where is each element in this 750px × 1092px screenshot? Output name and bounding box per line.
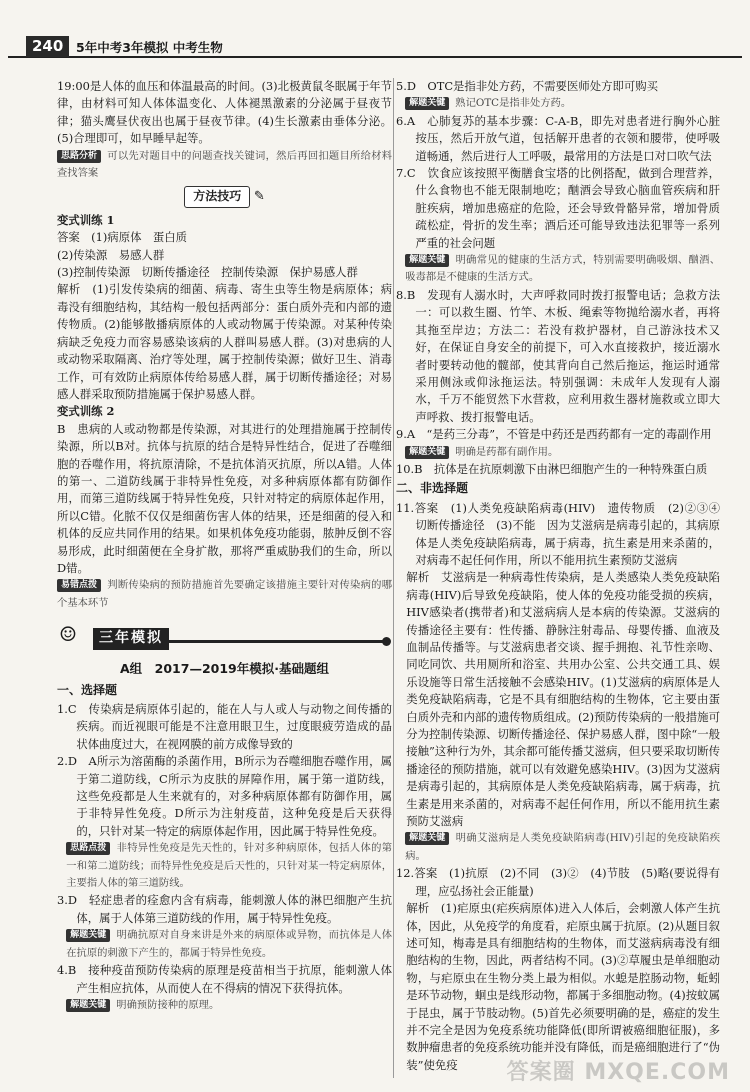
note-tag: 易错点拨: [57, 579, 101, 592]
question-4: 4.B 接种疫苗预防传染病的原理是疫苗相当于抗原，能刺激人体产生相应抗体，从而使人在不得病的情况下获得抗体。: [57, 963, 392, 995]
question-3: 3.D 轻症患者的痊愈内含有病毒，能刺激人体的淋巴细胞产生抗体，属于人体第三道防线的作用，属于特异性免疫。: [57, 893, 392, 925]
question-2: 2.D A所示为溶菌酶的杀菌作用，B所示为吞噬细胞吞噬作用，属于第二道防线，C所示为皮肤的屏障作用，属于第一道防线，这些免疫都是人生来就有的，对多种病原体都有防御作用，属于非特异性免疫。D所示为注射疫苗，这种免疫是后天获得的，只针对某一特定的病原体起作用，因此属于特异性免疫。: [57, 754, 392, 838]
variant1-answer-2: (2)传染源 易感人群: [57, 247, 165, 262]
note-tag: 解题关键: [66, 929, 110, 942]
question-11-note: [396, 830, 720, 865]
page-number: 240: [26, 36, 69, 57]
mascot-icon: ☺: [59, 622, 77, 647]
note-tag: 解题关键: [405, 97, 449, 110]
section-title: 一、选择题: [57, 682, 118, 697]
question-11-analysis: 解析 艾滋病是一种病毒性传染病，是人类感染人类免疫缺陷病毒(HIV)后导致免疫缺陷，使人体的免疫功能受损的疾病，HIV感染者(携带者)和艾滋病病人是本病的传染源。艾滋病的传播途径主要有：性传播、静脉注射毒品、母婴传播、血液及血制品传播等。与艾滋病患者交谈、握手拥抱、礼节性亲吻、同吃同饮、共用厕所和浴室、共用办公室、公共交通工具、娱乐设施等日常生活接触不会感染HIV。(1)艾滋病的病原体是人类免疫缺陷病毒，它是不具有细胞结构的生物体，它主要由蛋白质外壳和内部的遗传物质组成。(2)预防传染病的一般措施可分为控制传染源、切断传播途径、保护易感人群，图中除“一般接触”这种行为外，其余都可能传播艾滋病，但只要采取切断传播途径的预防措施，就可以有效避免感染HIV。(3)因为艾滋病是病毒引起的，其病原体是人类免疫缺陷病毒，属于病毒，抗生素是用来杀菌的，对病毒不起任何作用，所以不能用抗生素预防艾滋病: [406, 570, 720, 829]
question-4-note: [57, 997, 392, 1014]
note-text: 熟记OTC是指非处方药。: [455, 97, 572, 110]
note-tag: 解题关键: [66, 999, 110, 1012]
question-9: 9.A “是药三分毒”，不管是中药还是西药都有一定的毒副作用: [396, 427, 712, 442]
group-title: A组 2017—2019年模拟·基础题组: [119, 661, 329, 677]
question-12-analysis: 解析 (1)疟原虫(疟疾病原体)进入人体后，会刺激人体产生抗体，因此，从免疫学的角度看，疟原虫属于抗原。(2)从题目叙述可知，梅毒是具有细胞结构的生物体，而艾滋病病毒没有细胞结构的生物，因此，两者结构不同。(3)②草履虫是单细胞动物，与疟原虫在生物分类上最为相似。水螅是腔肠动物，蚯蚓是环节动物，蛔虫是线形动物，都属于多细胞动物。(4)按蚊属于昆虫，属于节肢动物。(5)首先必须要明确的是，癌症的发生并不完全是因为免疫系统功能降低(即所谓被癌细胞征服)，多数肿瘤患者的免疫系统功能并没有降低，而是癌细胞进行了“伪装”使免疫: [406, 901, 720, 1072]
question-7-note: [396, 252, 720, 287]
note-tag: 思路分析: [57, 150, 101, 163]
right-column: [396, 78, 732, 1082]
keypoint-note: [57, 577, 392, 612]
question-7: 7.C 饮食应该按照平衡膳食宝塔的比例搭配，做到合理营养，什么食物也不能无限制地吃；酗酒会导致心脑血管疾病和肝脏疾病，增加患癌症的危险，还会导致骨骼异常，增加骨质疏松症，骨折的发生率；酒后还可能导致违法犯罪等一系列严重的社会问题: [396, 166, 720, 250]
intro-paragraph: 19:00是人体的血压和体温最高的时间。(3)北极黄鼠冬眠属于年节律，由材料可知人体体温变化、人体褪黑激素的分泌属于昼夜节律；猫头鹰昼伏夜出也属于昼夜节律。(4)生长激素由垂体分泌。(5)合理即可，如早睡早起等。: [57, 79, 392, 146]
wrench-icon: ✎: [253, 189, 265, 205]
variant1-analysis: 解析 (1)引发传染病的细菌、病毒、寄生虫等生物是病原体；病毒没有细胞结构，其结构一般包括两部分：蛋白质外壳和内部的遗传物质。(2)能够散播病原体的人或动物属于传染源。对某种传染病缺乏免疫力而容易感染该病的人群叫易感人群。(3)对患病的人或动物采取隔离、治疗等处理，属于控制传染源；做好卫生、消毒工作，可有效防止病原体传给易感人群，属于切断传播途径；对易感人群采取预防措施属于保护易感人群。: [57, 282, 392, 401]
note-text: 明确预防接种的原理。: [116, 998, 220, 1011]
question-5: 5.D OTC是指非处方药，不需要医师处方即可购买: [396, 79, 659, 93]
method-section: [57, 186, 392, 207]
method-badge: 方法技巧: [184, 186, 250, 207]
note-text: 明确抗原对自身来讲是外来的病原体或异物，而抗体是人体在抗原的刺激下产生的，都属于特异性免疫。: [66, 929, 392, 959]
note-text: 判断传染病的预防措施首先要确定该措施主要针对传染病的哪个基本环节: [57, 579, 392, 609]
three-year-banner: [57, 622, 392, 654]
question-2-note: [57, 840, 392, 892]
note-text: 可以先对题目中的问题查找关键词，然后再回扣题目所给材料查找答案: [57, 149, 392, 180]
analysis-note: [57, 148, 392, 183]
column-divider: [393, 78, 394, 1078]
banner-label: 三年模拟: [93, 628, 169, 649]
watermark: 答案圈 MXQE.COM: [506, 1060, 730, 1085]
note-tag: 解题关键: [405, 446, 449, 459]
question-9-note: [396, 444, 720, 461]
question-5-note: [396, 95, 720, 112]
variant1-answer-1: 答案 (1)病原体 蛋白质: [57, 230, 188, 245]
note-text: 明确是药都有副作用。: [455, 445, 559, 458]
variant1-answer-3: (3)控制传染源 切断传播途径 控制传染源 保护易感人群: [57, 265, 358, 280]
question-11-answer: 11.答案 (1)人类免疫缺陷病毒(HIV) 遗传物质 (2)②③④ 切断传播途径 (3)不能 因为艾滋病是病毒引起的，其病原体是人类免疫缺陷病毒，属于病毒，抗生素是用来杀菌的，对病毒不起任何作用，所以不能用抗生素预防艾滋病: [396, 500, 732, 567]
section-title: 二、非选择题: [396, 481, 469, 496]
note-tag: 解题关键: [405, 832, 449, 845]
question-1: 1.C 传染病是病原体引起的，能在人与人或人与动物之间传播的疾病。而近视眼可能是不注意用眼卫生，过度眼疲劳造成的晶状体曲度过大，在视网膜的前方成像导致的: [57, 702, 392, 751]
page-header: [8, 36, 742, 58]
question-3-note: [57, 927, 392, 962]
question-12-answer: 12.答案 (1)抗原 (2)不同 (3)② (4)节肢 (5)略(要说得有理，应弘扬社会正能量): [396, 866, 720, 898]
note-text: 明确艾滋病是人类免疫缺陷病毒(HIV)引起的免疫缺陷疾病。: [405, 832, 720, 862]
variant2-body: B 患病的人或动物都是传染源，对其进行的处理措施属于控制传染源，所以B对。抗体与抗原的结合是特异性结合，促进了吞噬细胞的吞噬作用，将抗原清除，不是抗体消灭抗原，所以A错。人体的第一、二道防线属于非特异性免疫，对多种病原体都有防御作用，而第三道防线属于特异性免疫，只针对特定的病原体起作用，所以C错。化脓不仅仅是细菌伤害人体的结果，还是细菌的侵入和机体的反应共同作用的结果。如果机体免疫功能弱，脓肿反倒不容易形成，此时细菌便在全身扩散，那将严重威胁我们的生命，所以D错。: [57, 421, 392, 575]
variant2-title: 变式训练 2: [57, 404, 115, 419]
variant1-title: 变式训练 1: [57, 212, 115, 227]
note-tag: 解题关键: [405, 254, 449, 267]
left-column: [57, 78, 392, 1082]
book-title: 5年中考3年模拟 中考生物: [76, 40, 223, 55]
note-text: 明确常见的健康的生活方式，特别需要明确吸烟、酗酒、吸毒都是不健康的生活方式。: [405, 254, 720, 284]
note-text: 非特异性免疫是先天性的，针对多种病原体，包括人体的第一和第二道防线；而特异性免疫是后天性的，只针对某一特定病原体，主要指人体的第三道防线。: [66, 842, 392, 890]
question-6: 6.A 心肺复苏的基本步骤：C-A-B，即先对患者进行胸外心脏按压，然后开放气道，包括解开患者的衣领和腰带，使呼吸道畅通，然后进行人工呼吸，最常用的方法是口对口吹气法: [396, 113, 720, 163]
question-8: 8.B 发现有人溺水时，大声呼救同时拨打报警电话；急救方法一：可以救生圈、竹竿、木板、绳索等物抛给溺水者，再将其拖至岸边；方法二：若没有救护器材，自己游泳技术又好，在保证自身安全的前提下，可入水直接救护，接近溺水者时要转动他的髋部，使其背向自己然后拖运，拖运时通常采用侧泳或仰泳拖运法。特别强调：未成年人发现有人溺水，千万不能贸然下水营救，应利用救生器材施救或立即大声呼救、拨打报警电话。: [396, 287, 720, 424]
note-tag: 思路点拨: [66, 842, 110, 855]
question-10: 10.B 抗体是在抗原刺激下由淋巴细胞产生的一种特殊蛋白质: [396, 461, 708, 476]
